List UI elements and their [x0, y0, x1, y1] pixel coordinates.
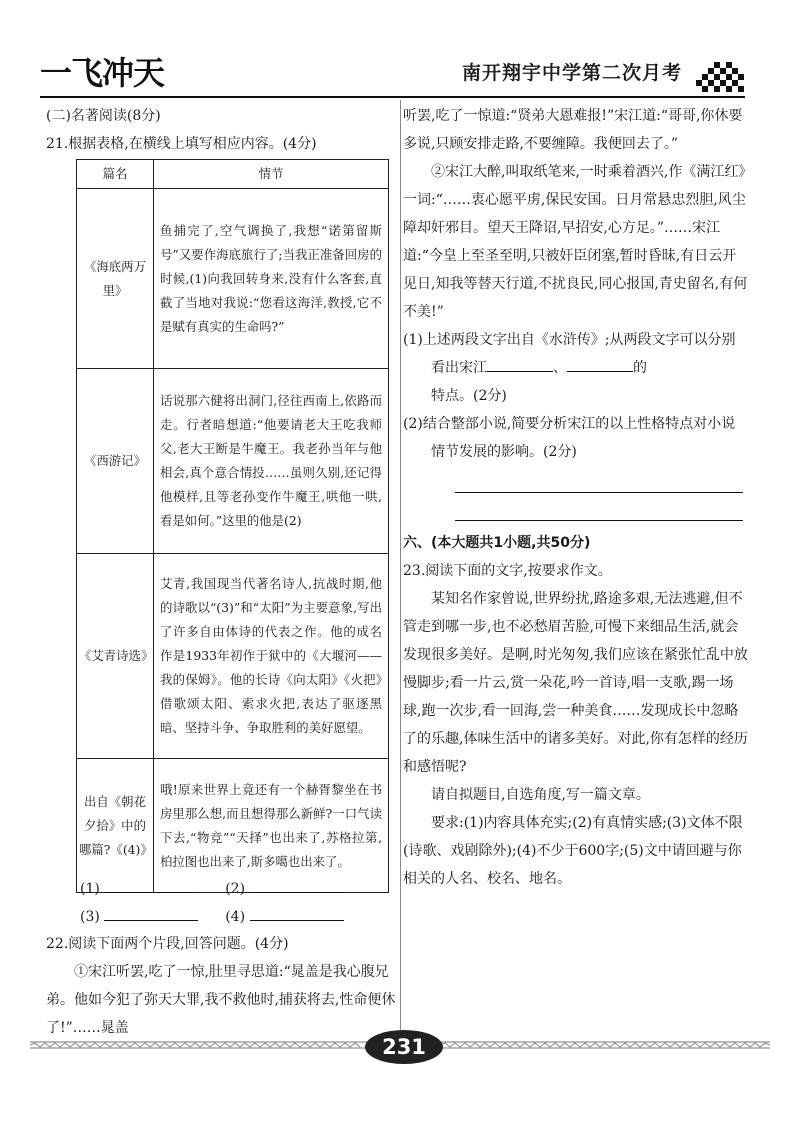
- question-23: 23.阅读下面的文字,按要求作文。: [403, 563, 612, 579]
- table-header-plot: 情节: [154, 160, 389, 189]
- answer-blank-4[interactable]: [250, 904, 344, 921]
- book-name: 《海底两万里》: [77, 189, 154, 369]
- table-row: [77, 369, 389, 554]
- sub-question-1-end: 的: [633, 360, 647, 376]
- section-title: (二)名著阅读(8分): [46, 108, 161, 124]
- essay-instruction: 请自拟题目,自选角度,写一篇文章。: [431, 787, 650, 803]
- sub-question-1-sep: 、: [553, 360, 567, 376]
- trait-blank-2[interactable]: [567, 355, 633, 372]
- book-table: [76, 159, 389, 893]
- question-21: 21.根据表格,在横线上填写相应内容。(4分): [46, 136, 317, 152]
- answer-blank-2[interactable]: [250, 876, 344, 893]
- plot-text: 话说那六健将出洞门,径往西南上,依路而走。行者暗想道:“他要请老大王吃我师父,老大王断是牛魔王。我老孙当年与他相会,真个意合情投……虽则久别,还记得他模样,且等老孙变作牛魔王,哄他一哄,看是如何。”这里的他是(2): [154, 369, 389, 554]
- answer-row-1: [80, 876, 344, 897]
- table-header-book: 篇名: [77, 160, 154, 189]
- table-row: [77, 759, 389, 893]
- answer-row-2: [80, 904, 344, 925]
- section-6-title: 六、(本大题共1小题,共50分): [403, 535, 591, 551]
- sub-question-1: [403, 326, 748, 410]
- passage-1-continued: 听罢,吃了一惊道:“贤弟大恩难报!”宋江道:“哥哥,你休要多说,只顾安排走路,不要缠障。我便回去了。”: [403, 108, 743, 152]
- answer-label-1: (1): [80, 881, 100, 897]
- plot-text: 哦!原来世界上竟还有一个赫胥黎坐在书房里那么想,而且想得那么新鲜?一口气读下去,“物竞”“天择”也出来了,苏格拉第,柏拉图也出来了,斯多噶也出来了。: [154, 759, 389, 893]
- trait-blank-1[interactable]: [487, 355, 553, 372]
- sub-question-1-text: (1)上述两段文字出自《水浒传》;从两段文字可以分别看出宋江: [403, 332, 736, 376]
- left-column-bottom: [46, 930, 396, 1042]
- book-name: 出自《朝花夕拾》中的哪篇?《(4)》: [77, 759, 154, 893]
- essay-prompt: 某知名作家曾说,世界纷扰,路途多艰,无法逃避,但不管走到哪一步,也不必愁眉苦脸,可慢下来细品生活,就会发现很多美好。是啊,时光匆匆,我们应该在紧张忙乱中放慢脚步;看一片云,赏一朵花,吟一首诗,唱一支歌,踢一场球,跑一次步,看一回海,尝一种美食……发现成长中忽略了的乐趣,体味生活中的诸多美好。对此,你有怎样的经历和感悟呢?: [403, 591, 748, 775]
- plot-text: 鱼捕完了,空气调换了,我想“诺第留斯号”又要作海底旅行了;当我正准备回房的时候,(1)向我回转身来,没有什么客套,直截了当地对我说:“您看这海洋,教授,它不是赋有真实的生命吗?”: [154, 189, 389, 369]
- header-rule: [40, 96, 745, 98]
- plot-text: 艾青,我国现当代著名诗人,抗战时期,他的诗歌以“(3)”和“太阳”为主要意象,写出了许多自由体诗的代表之作。他的成名作是1933年初作于狱中的《大堰河——我的保姆》。他的长诗《向太阳》《火把》借歌颂太阳、索求火把,表达了驱逐黑暗、坚持斗争、争取胜利的美好愿望。: [154, 554, 389, 759]
- table-header-row: [77, 160, 389, 189]
- table-row: [77, 554, 389, 759]
- sub-question-1-score: 特点。(2分): [431, 388, 507, 404]
- passage-2: ②宋江大醉,叫取纸笔来,一时乘着酒兴,作《满江红》一词:“……衷心愿平虏,保民安国。日月常悬忠烈胆,风尘障却奸邪目。望天王降诏,早招安,心方足。”……宋江道:“今皇上至圣至明,只被奸臣闭塞,暂时昏昧,有日云开见日,知我等替天行道,不扰良民,同心报国,青史留名,有何不美!”: [403, 164, 748, 320]
- answer-blank-3[interactable]: [104, 904, 198, 921]
- sub-question-2: (2)结合整部小说,简要分析宋江的以上性格特点对小说情节发展的影响。(2分): [403, 416, 736, 460]
- book-name: 《艾青诗选》: [77, 554, 154, 759]
- brand-logo: 一飞冲天: [40, 54, 165, 92]
- page-number: 231: [365, 1030, 443, 1064]
- passage-1: ①宋江听罢,吃了一惊,肚里寻思道:“晁盖是我心腹兄弟。他如今犯了弥天大罪,我不救他时,捕获将去,性命便休了!”……晁盖: [46, 964, 396, 1036]
- answer-label-3: (3): [80, 909, 100, 925]
- answer-blank-1[interactable]: [104, 876, 198, 893]
- exam-title: 南开翔宇中学第二次月考: [462, 62, 683, 84]
- right-column: [403, 102, 748, 893]
- question-22: 22.阅读下面两个片段,回答问题。(4分): [46, 936, 289, 952]
- table-row: [77, 189, 389, 369]
- column-divider: [400, 100, 401, 1030]
- left-column: [46, 102, 396, 158]
- answer-label-2: (2): [225, 881, 246, 897]
- essay-requirements: 要求:(1)内容具体充实;(2)有真情实感;(3)文体不限(诗歌、戏剧除外);(4)不少于600字;(5)文中请回避与你相关的人名、校名、地名。: [403, 815, 743, 887]
- book-name: 《西游记》: [77, 369, 154, 554]
- checker-ornament: [694, 62, 744, 92]
- answer-label-4: (4): [225, 909, 246, 925]
